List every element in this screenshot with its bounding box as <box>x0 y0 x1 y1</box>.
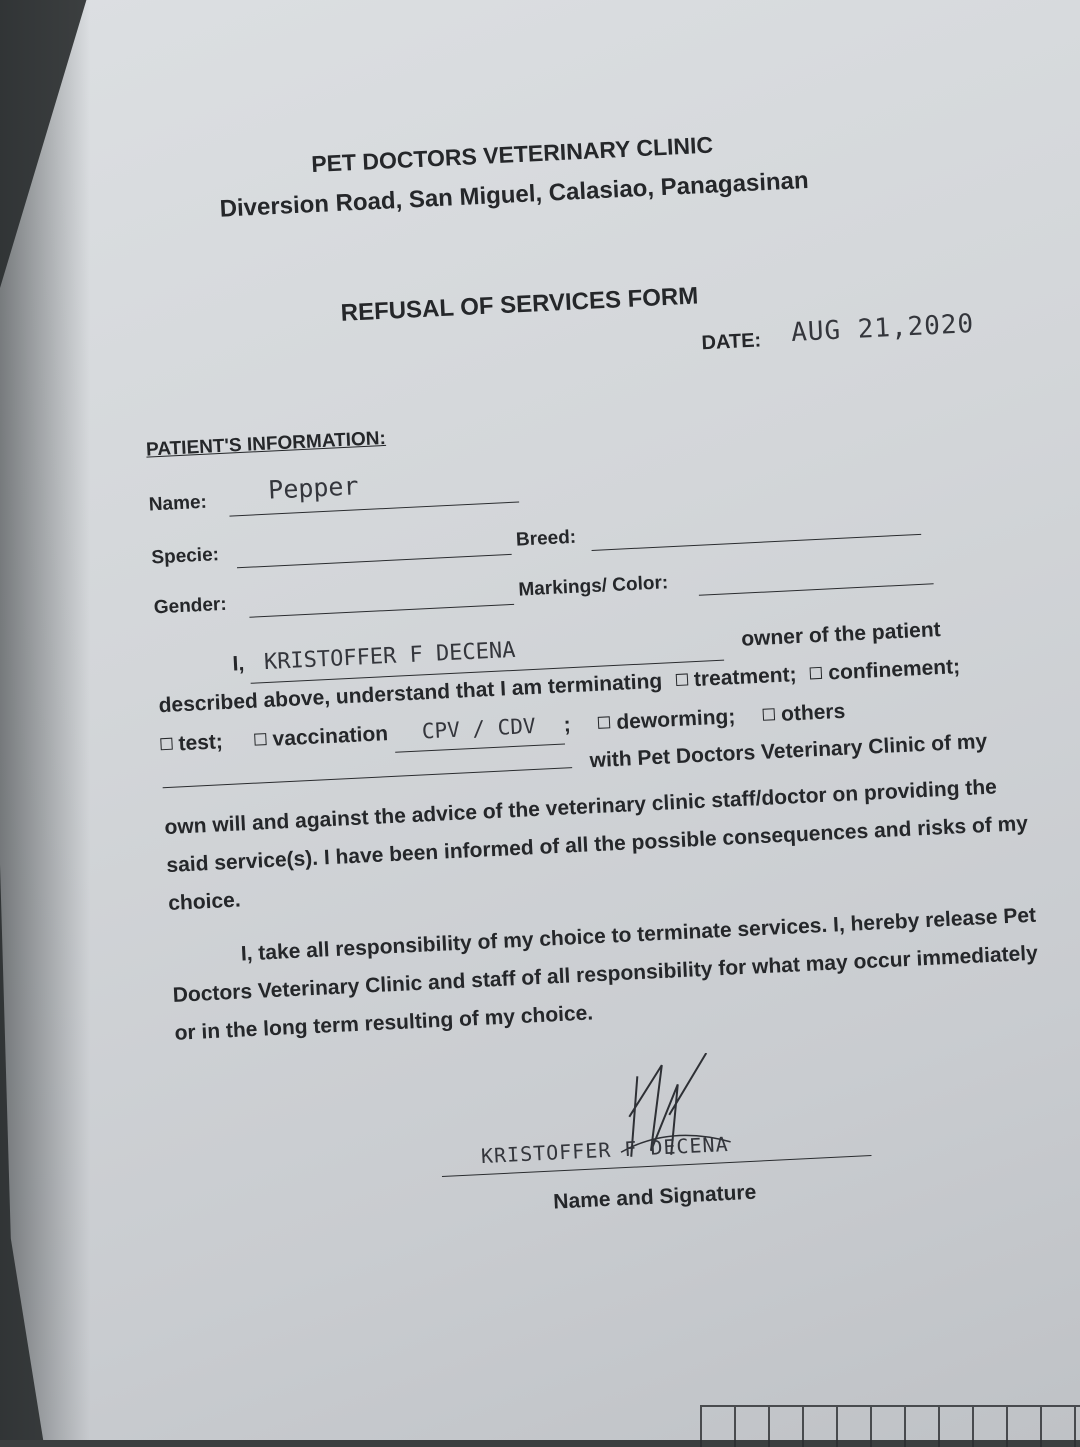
owner-suffix: owner of the patient <box>740 618 942 651</box>
date-label: DATE: <box>701 329 762 355</box>
treatment-checkbox[interactable] <box>676 673 689 686</box>
date-value: AUG 21,2020 <box>790 309 975 348</box>
vaccination-checkbox[interactable] <box>254 733 267 746</box>
treatment-option: treatment; <box>693 663 798 692</box>
test-option: test; <box>177 730 224 756</box>
markings-line <box>699 583 934 595</box>
statement-paragraph-rest: own will and against the advice of the veterinary clinic staff/doctor on providing the said service(s). I have been informed of all the possible consequences and risks of my choice. <box>164 775 1029 916</box>
with-clinic-text: with Pet Doctors Veterinary Clinic of my <box>589 729 988 773</box>
vaccination-option: vaccination <box>272 722 389 751</box>
others-option: others <box>780 699 846 726</box>
signature-name: KRISTOFFER F DECENA <box>480 1131 730 1169</box>
terminating-text: described above, understand that I am terminating <box>158 669 663 718</box>
i-prefix: I, <box>231 652 245 676</box>
semicolon: ; <box>563 713 572 737</box>
specie-label: Specie: <box>150 544 220 569</box>
ruled-paper-edge <box>700 1405 1080 1447</box>
name-label: Name: <box>148 491 208 516</box>
confinement-option: confinement; <box>827 655 961 685</box>
signature-label: Name and Signature <box>552 1180 757 1214</box>
deworming-option: deworming; <box>615 705 736 734</box>
clinic-name: PET DOCTORS VETERINARY CLINIC <box>310 131 714 178</box>
vaccination-value: CPV / CDV <box>393 706 565 753</box>
gender-label: Gender: <box>153 593 228 619</box>
breed-line <box>592 534 922 551</box>
name-value: Pepper <box>267 471 360 505</box>
form-title: REFUSAL OF SERVICES FORM <box>340 282 699 327</box>
others-checkbox[interactable] <box>763 708 776 721</box>
specie-line <box>237 554 512 568</box>
deworming-checkbox[interactable] <box>598 716 611 729</box>
gender-line <box>249 604 514 618</box>
markings-label: Markings/ Color: <box>517 572 669 601</box>
confinement-checkbox[interactable] <box>810 667 823 680</box>
page-shadow <box>0 0 90 1440</box>
breed-label: Breed: <box>515 526 577 551</box>
owner-name: KRISTOFFER F DECENA <box>249 622 724 684</box>
patient-info-heading: PATIENT'S INFORMATION: <box>145 427 387 461</box>
test-checkbox-checked[interactable] <box>160 738 173 751</box>
form-document <box>130 76 1080 1259</box>
clinic-address: Diversion Road, San Miguel, Calasiao, Panagasinan <box>219 166 810 223</box>
release-paragraph: I, take all responsibility of my choice to terminate services. I, hereby release Pet Doctors Veterinary Clinic and staff of all responsibility for what may occur immediately or in the long term resulting of my choice. <box>172 903 1039 1045</box>
